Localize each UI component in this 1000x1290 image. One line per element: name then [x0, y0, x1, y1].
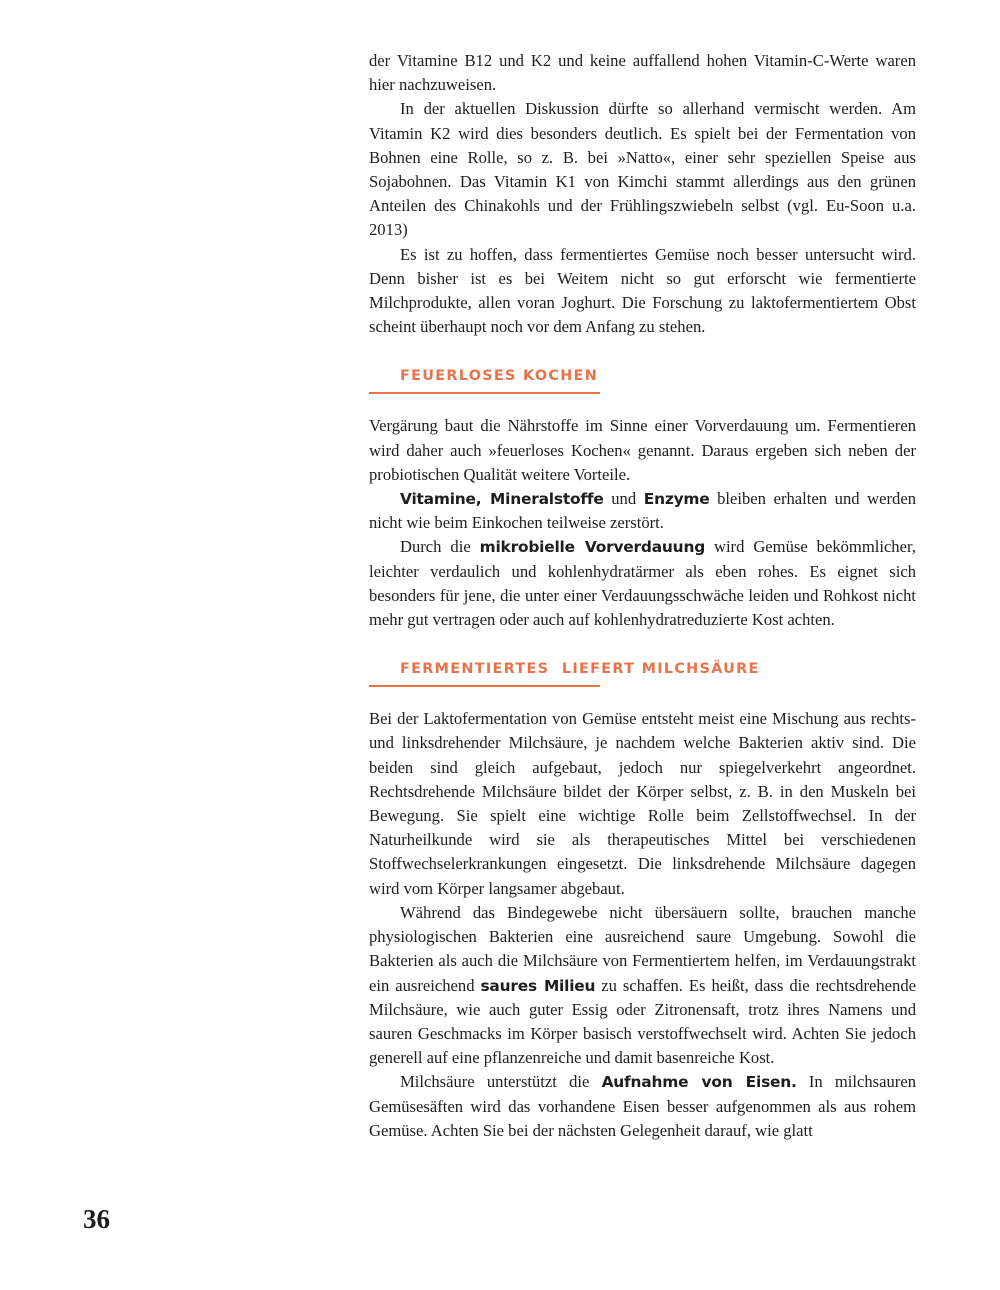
paragraph	[369, 487, 916, 535]
text-run: und	[603, 489, 644, 509]
highlight-term: Vitamine, Mineralstoffe	[400, 490, 604, 509]
text-run: Während das Bindegewebe nicht übersäuern sollte, brauchen manche physiologischen Bakterien eine ausreichend saure Umgebung. Sowohl die Bakterien als auch die Milchsäure von Fermentiertem helfen, im Verdauungstrakt ein ausreichend	[369, 902, 916, 995]
page-number: 36	[83, 1204, 110, 1234]
section-heading-fermentiertes-liefert-milchsaeure	[369, 661, 916, 707]
section-heading-text: FERMENTIERTES LIEFERT MILCHSÄURE	[400, 661, 760, 678]
text-run: bleiben erhalten und werden nicht wie beim Einkochen teilweise zerstört.	[369, 489, 916, 533]
text-run: wird Gemüse bekömmlicher, leichter verdaulich und kohlenhydratärmer als eben rohes. Es eignet sich besonders für jene, die unter einer Verdauungsschwäche leiden und Rohkost nicht mehr gut vertragen oder auch auf kohlenhydratreduzierte Kost achten.	[369, 537, 916, 630]
paragraph: In der aktuellen Diskussion dürfte so allerhand vermischt werden. Am Vitamin K2 wird dies besonders deutlich. Es spielt bei der Fermentation von Bohnen eine Rolle, so z. B. bei »Natto«, einer sehr speziellen Speise aus Sojabohnen. Das Vitamin K1 von Kimchi stammt allerdings aus den grünen Anteilen des Chinakohls und der Frühlingszwiebeln selbst (vgl. Eu-Soon u.a. 2013)	[369, 99, 916, 240]
highlight-term: Enzyme	[643, 490, 710, 509]
paragraph: Bei der Laktofermentation von Gemüse entsteht meist eine Mischung aus rechts- und linksdrehender Milchsäure, je nachdem welche Bakterien aktiv sind. Die beiden sind gleich aufgebaut, jedoch nur spiegelverkehrt angeordnet. Rechtsdrehende Milchsäure bildet der Körper selbst, z. B. in den Muskeln bei Bewegung. Sie spielt eine wichtige Rolle beim Zellstoffwechsel. In der Naturheilkunde wird sie als therapeutisches Mittel bei verschiedenen Stoffwechselerkrankungen eingesetzt. Die linksdrehende Milchsäure dagegen wird vom Körper langsamer abgebaut.	[369, 709, 916, 898]
text-column	[369, 49, 916, 1143]
paragraph: Es ist zu hoffen, dass fermentiertes Gemüse noch besser untersucht wird. Denn bisher ist es bei Weitem nicht so gut erforscht wie fermentierte Milchprodukte, allen voran Joghurt. Die Forschung zu laktofermentiertem Obst scheint überhaupt noch vor dem Anfang zu stehen.	[369, 244, 916, 337]
paragraph: Vergärung baut die Nährstoffe im Sinne einer Vorverdauung um. Fermentieren wird daher auch »feuerloses Kochen« genannt. Daraus ergeben sich neben der probiotischen Qualität weitere Vorteile.	[369, 416, 916, 484]
highlight-term: mikrobielle Vorverdauung	[479, 538, 706, 557]
text-run: Durch die	[400, 537, 480, 557]
paragraph: der Vitamine B12 und K2 und keine auffallend hohen Vitamin-C-Werte waren hier nachzuweisen.	[369, 51, 916, 95]
heading-underline	[369, 685, 600, 687]
heading-underline	[369, 392, 600, 394]
text-run: zu schaffen. Es heißt, dass die rechtsdrehende Milchsäure, wie auch guter Essig oder Zitronensaft, trotz ihres Namens und sauren Geschmacks im Körper basisch verstoffwechselt wird. Achten Sie jedoch generell auf eine pflanzenreiche und damit basenreiche Kost.	[369, 975, 916, 1068]
paragraph	[369, 535, 916, 632]
section-heading-feuerloses-kochen	[369, 368, 916, 414]
highlight-term: saures Milieu	[480, 976, 596, 995]
section-heading-text: FEUERLOSES KOCHEN	[400, 368, 599, 385]
paragraph	[369, 1070, 916, 1143]
text-run: Milchsäure unterstützt die	[400, 1072, 602, 1092]
text-run: In milchsauren Gemüsesäften wird das vorhandene Eisen besser aufgenommen als aus rohem Gemüse. Achten Sie bei der nächsten Gelegenheit darauf, wie glatt	[369, 1072, 916, 1140]
highlight-term: Aufnahme von Eisen.	[601, 1073, 797, 1092]
paragraph	[369, 901, 916, 1070]
